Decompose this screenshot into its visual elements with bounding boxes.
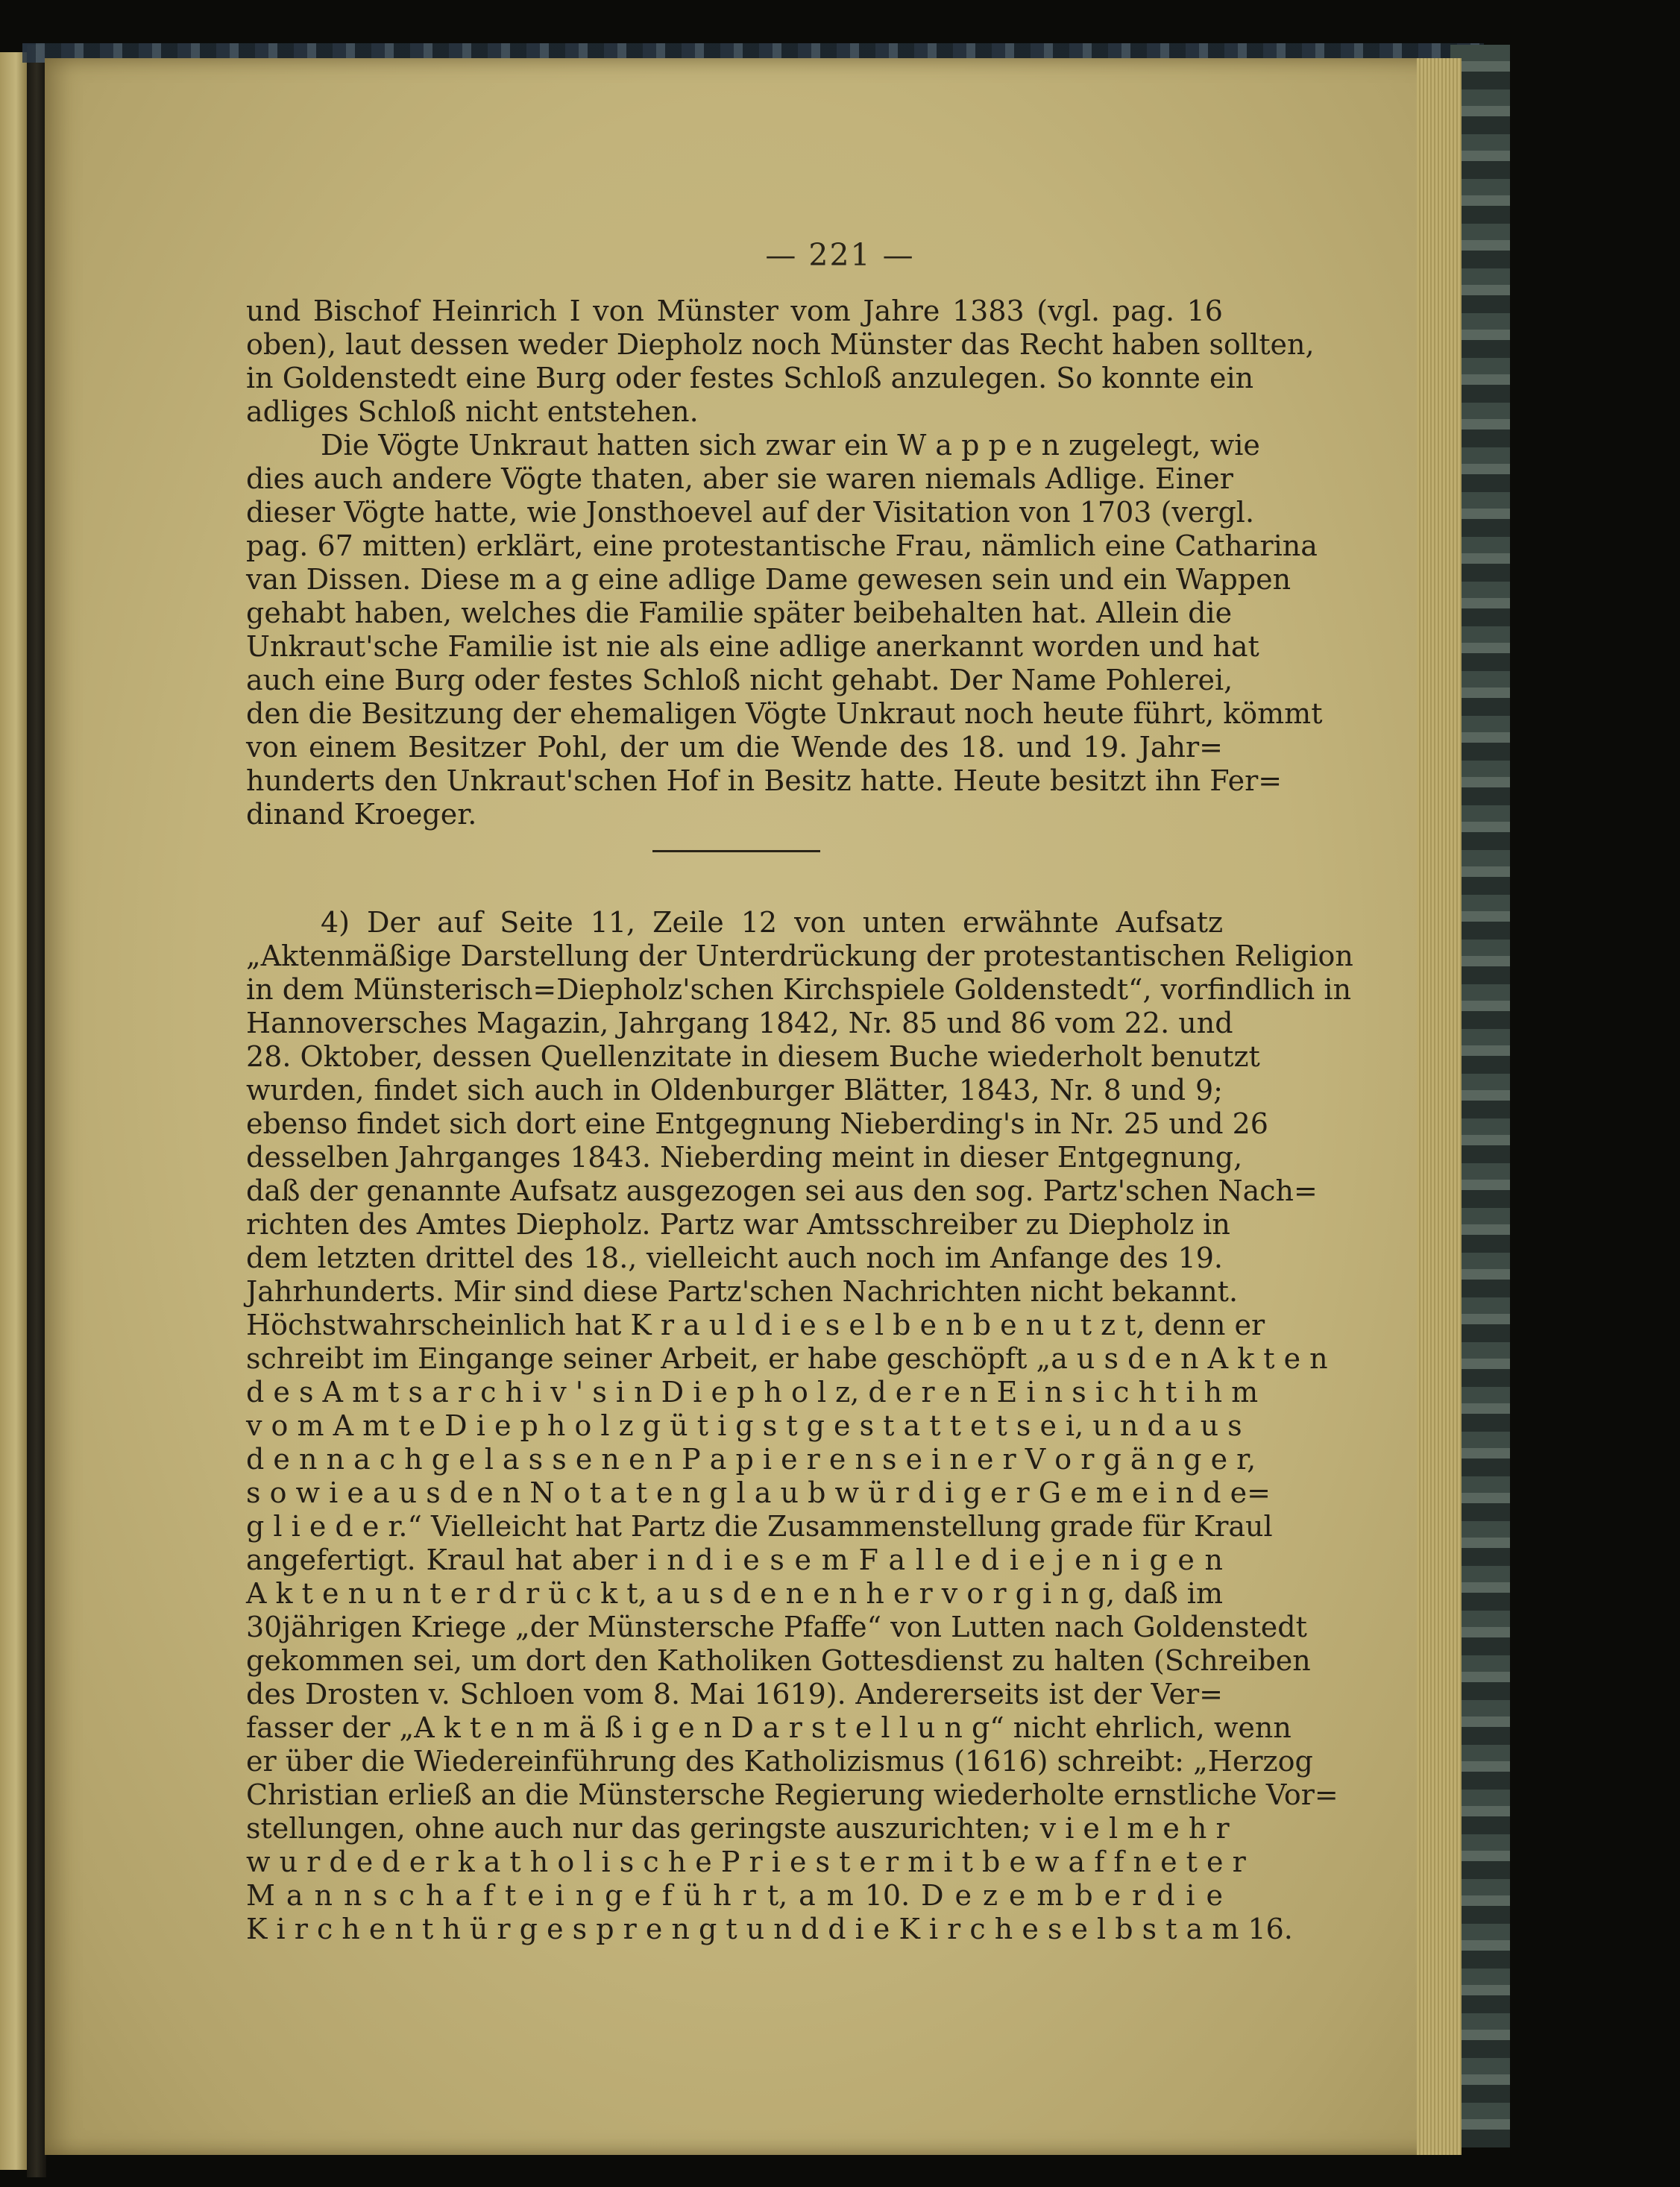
text-line: v o m A m t e D i e p h o l z g ü t i g s t g e s t a t t e t s e i, u n d a u s — [246, 1409, 1242, 1442]
text-line: von einem Besitzer Pohl, der um die Wende des 18. und 19. Jahr= — [246, 731, 1223, 764]
left-page-edge — [0, 52, 27, 2170]
text-line: Hannoversches Magazin, Jahrgang 1842, Nr. 85 und 86 vom 22. und — [246, 1007, 1233, 1039]
text-line: dieser Vögte hatte, wie Jonsthoevel auf der Visitation von 1703 (vergl. — [246, 496, 1255, 529]
text-line: wurden, findet sich auch in Oldenburger Blätter, 1843, Nr. 8 und 9; — [246, 1074, 1223, 1107]
text-line: angefertigt. Kraul hat aber i n d i e s e m F a l l e d i e j e n i g e n — [246, 1544, 1223, 1576]
page-edges — [1417, 58, 1462, 2155]
text-line: Jahrhunderts. Mir sind diese Partz'schen Nachrichten nicht bekannt. — [246, 1275, 1239, 1308]
text-line: fasser der „A k t e n m ä ß i g e n D a r s t e l l u n g“ nicht ehrlich, wenn — [246, 1711, 1292, 1744]
text-line: K i r c h e n t h ü r g e s p r e n g t u n d d i e K i r c h e s e l b s t a m 16. — [246, 1913, 1293, 1945]
text-line: „Aktenmäßige Darstellung der Unterdrückung der protestantischen Religion — [246, 940, 1353, 972]
text-line: 30jährigen Kriege „der Münstersche Pfaffe“ von Lutten nach Goldenstedt — [246, 1611, 1307, 1643]
text-line: richten des Amtes Diepholz. Partz war Amtsschreiber zu Diepholz in — [246, 1208, 1230, 1241]
text-line: 4) Der auf Seite 11, Zeile 12 von unten erwähnte Aufsatz — [321, 906, 1223, 939]
text-line: w u r d e d e r k a t h o l i s c h e P r i e s t e r m i t b e w a f f n e t e r — [246, 1845, 1246, 1878]
text-line: hunderts den Unkraut'schen Hof in Besitz hatte. Heute besitzt ihn Fer= — [246, 764, 1283, 797]
section-gap — [246, 831, 1223, 906]
page-text — [246, 295, 1353, 1946]
text-line: s o w i e a u s d e n N o t a t e n g l a u b w ü r d i g e r G e m e i n d e= — [246, 1476, 1271, 1509]
text-line: auch eine Burg oder festes Schloß nicht gehabt. Der Name Pohlerei, — [246, 664, 1233, 696]
text-line: g l i e d e r.“ Vielleicht hat Partz die Zusammenstellung grade für Kraul — [246, 1510, 1273, 1543]
text-line: des Drosten v. Schloen vom 8. Mai 1619). Andererseits ist der Ver= — [246, 1678, 1223, 1711]
text-line: gehabt haben, welches die Familie später beibehalten hat. Allein die — [246, 597, 1233, 629]
text-line: A k t e n u n t e r d r ü c k t, a u s d e n e n h e r v o r g i n g, daß im — [246, 1577, 1223, 1610]
text-line: daß der genannte Aufsatz ausgezogen sei aus den sog. Partz'schen Nach= — [246, 1174, 1318, 1207]
text-line: pag. 67 mitten) erklärt, eine protestantische Frau, nämlich eine Catharina — [246, 529, 1318, 562]
text-line: in dem Münsterisch=Diepholz'schen Kirchspiele Goldenstedt“, vorfindlich in — [246, 973, 1352, 1006]
text-line: oben), laut dessen weder Diepholz noch Münster das Recht haben sollten, — [246, 328, 1315, 361]
text-line: dies auch andere Vögte thaten, aber sie waren niemals Adlige. Einer — [246, 462, 1233, 495]
text-line: schreibt im Eingange seiner Arbeit, er habe geschöpft „a u s d e n A k t e n — [246, 1342, 1328, 1375]
text-line: Christian erließ an die Münstersche Regierung wiederholte ernstliche Vor= — [246, 1778, 1338, 1811]
section-divider-rule — [652, 850, 820, 852]
text-line: in Goldenstedt eine Burg oder festes Schloß anzulegen. So konnte ein — [246, 362, 1254, 394]
text-line: adliges Schloß nicht entstehen. — [246, 395, 699, 428]
text-line: d e n n a c h g e l a s s e n e n P a p i e r e n s e i n e r V o r g ä n g e r, — [246, 1443, 1256, 1476]
text-line: und Bischof Heinrich I von Münster vom Jahre 1383 (vgl. pag. 16 — [246, 295, 1223, 327]
paragraph-3 — [246, 906, 1353, 1946]
page-number: — 221 — — [765, 237, 915, 273]
text-line: 28. Oktober, dessen Quellenzitate in diesem Buche wiederholt benutzt — [246, 1040, 1260, 1073]
text-line: den die Besitzung der ehemaligen Vögte Unkraut noch heute führt, kömmt — [246, 697, 1323, 730]
book-binding — [27, 45, 46, 2177]
text-line: stellungen, ohne auch nur das geringste auszurichten; v i e l m e h r — [246, 1812, 1230, 1845]
text-line: Unkraut'sche Familie ist nie als eine adlige anerkannt worden und hat — [246, 630, 1259, 663]
text-line: M a n n s c h a f t e i n g e f ü h r t, a m 10. D e z e m b e r d i e — [246, 1879, 1223, 1912]
text-line: gekommen sei, um dort den Katholiken Gottesdienst zu halten (Schreiben — [246, 1644, 1311, 1677]
paragraph-2 — [246, 429, 1323, 831]
text-line: van Dissen. Diese m a g eine adlige Dame gewesen sein und ein Wappen — [246, 563, 1292, 596]
text-line: ebenso findet sich dort eine Entgegnung Nieberding's in Nr. 25 und 26 — [246, 1107, 1268, 1140]
paragraph-1 — [246, 295, 1315, 429]
text-line: er über die Wiedereinführung des Katholizismus (1616) schreibt: „Herzog — [246, 1745, 1313, 1778]
text-line: Die Vögte Unkraut hatten sich zwar ein W a p p e n zugelegt, wie — [321, 429, 1260, 462]
text-line: d e s A m t s a r c h i v ' s i n D i e p h o l z, d e r e n E i n s i c h t i h m — [246, 1376, 1259, 1409]
text-line: desselben Jahrganges 1843. Nieberding meint in dieser Entgegnung, — [246, 1141, 1243, 1174]
text-line: dinand Kroeger. — [246, 798, 477, 831]
text-line: dem letzten drittel des 18., vielleicht auch noch im Anfange des 19. — [246, 1242, 1223, 1274]
text-line: Höchstwahrscheinlich hat K r a u l d i e s e l b e n b e n u t z t, denn er — [246, 1309, 1265, 1341]
